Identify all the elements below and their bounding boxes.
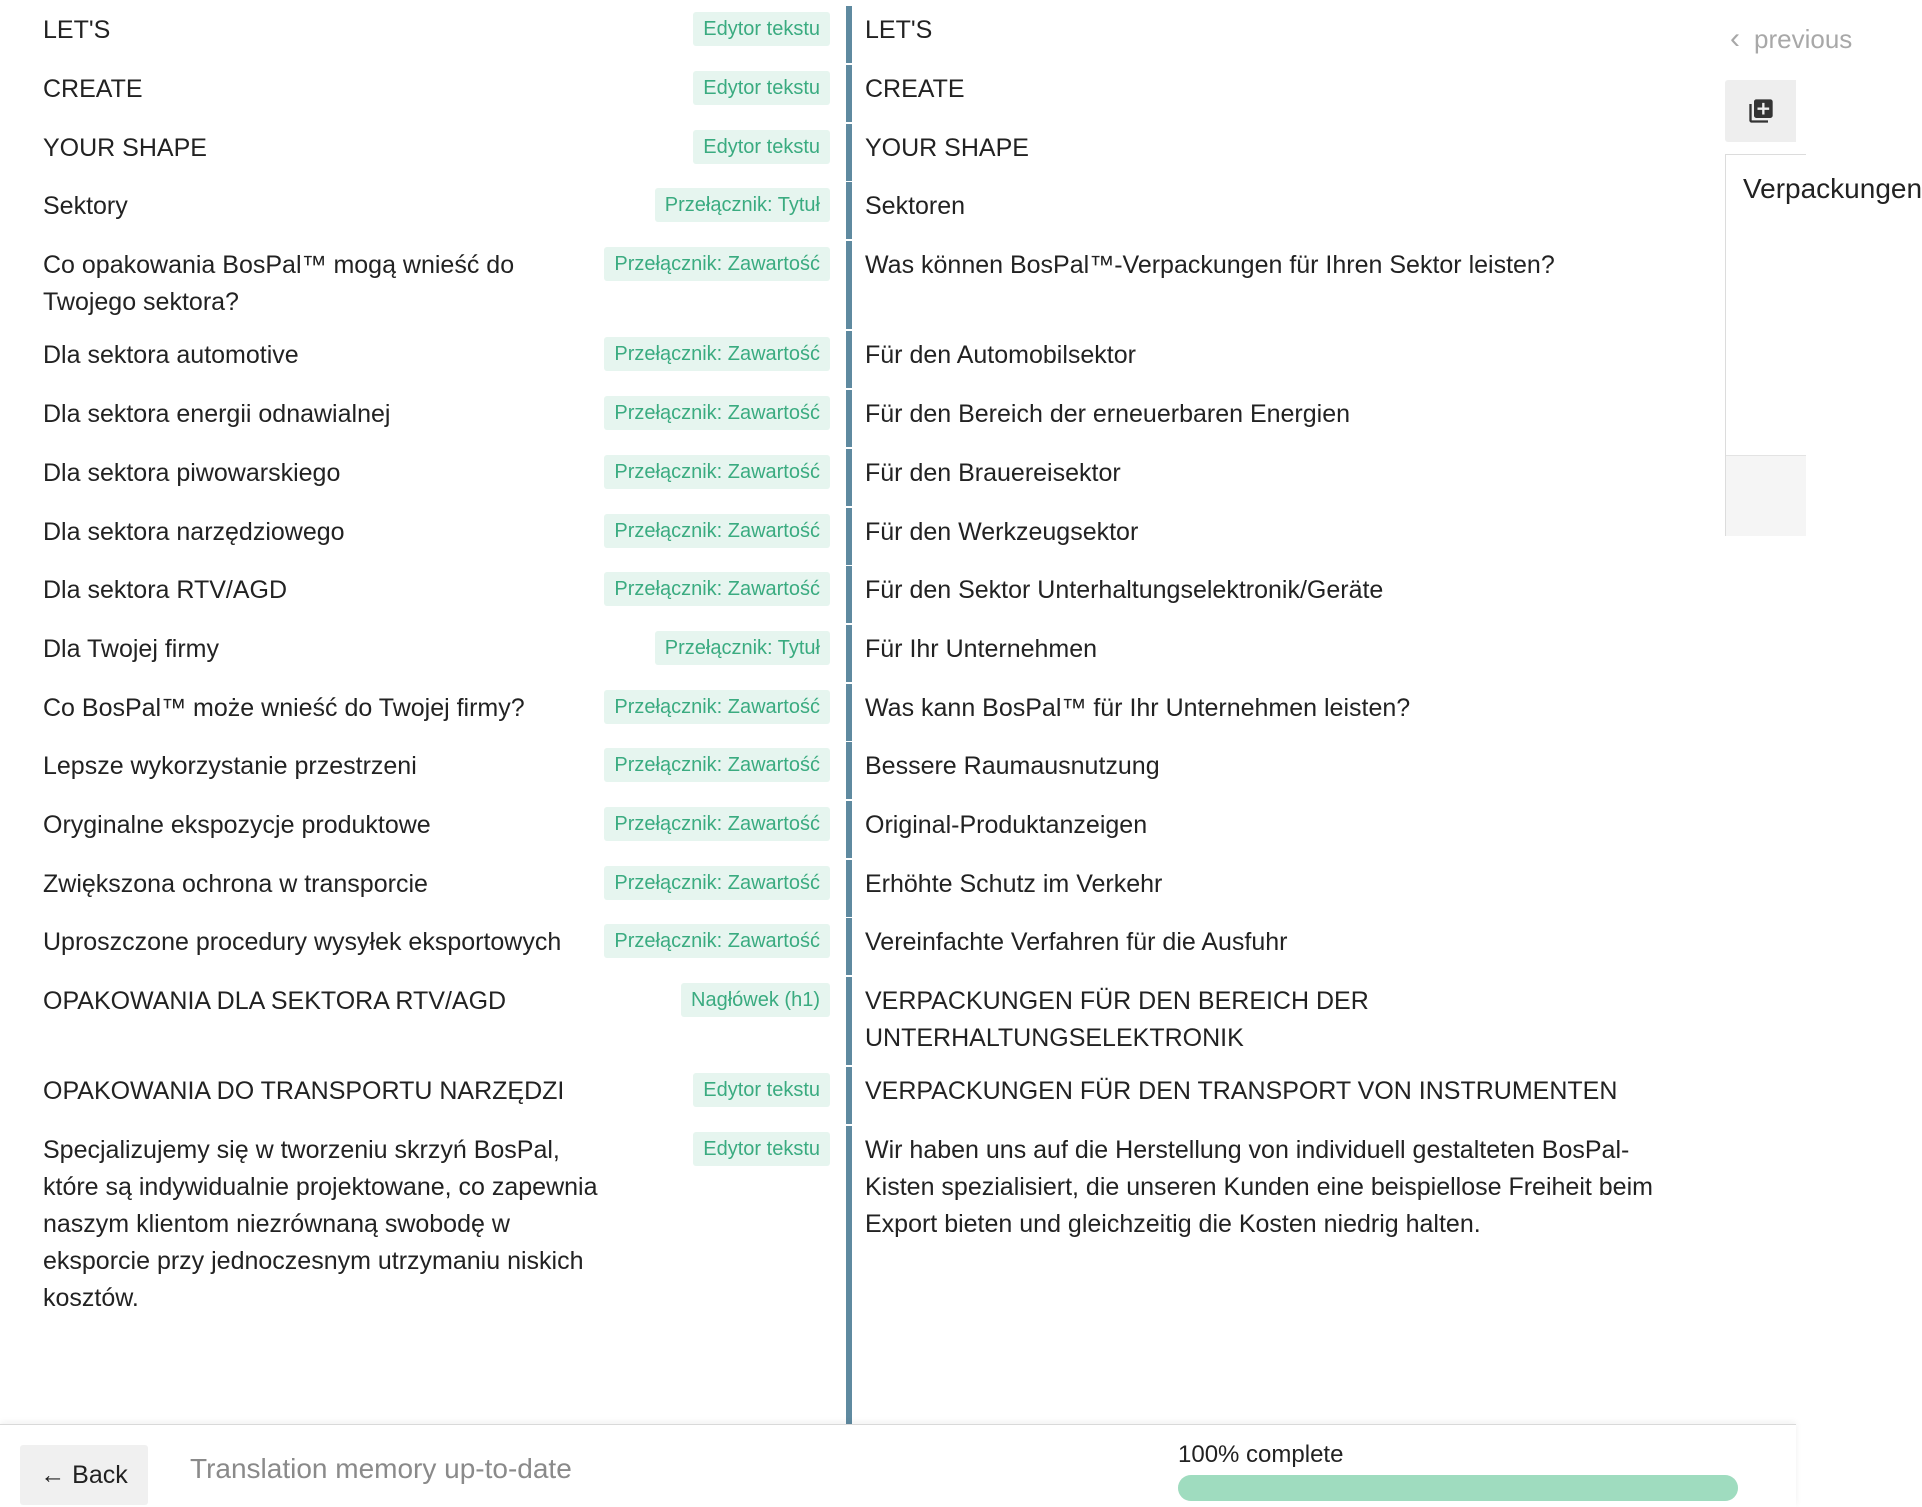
target-text[interactable]: Für den Werkzeugsektor [865,518,1139,546]
source-text: Dla sektora piwowarskiego [43,459,341,487]
segment-row[interactable] [0,247,1720,325]
segment-type-badge: Przełącznik: Zawartość [604,514,830,548]
segment-row[interactable] [0,130,1720,177]
segment-divider [846,241,852,329]
segment-divider [846,860,852,917]
segment-type-badge: Przełącznik: Tytuł [655,188,830,222]
source-text: Uproszczone procedury wysyłek eksportowych [43,928,562,956]
target-text[interactable]: Sektoren [865,192,966,220]
segment-row[interactable] [0,866,1720,913]
translation-memory-status: Translation memory up-to-date [190,1453,572,1484]
segment-row[interactable] [0,924,1720,971]
segment-row[interactable] [0,396,1720,443]
segment-row[interactable] [0,690,1720,737]
previous-label: previous [1754,24,1853,54]
source-text: Dla sektora energii odnawialnej [43,400,391,428]
segment-type-badge: Przełącznik: Zawartość [604,748,830,782]
segment-divider [846,1126,852,1426]
segment-type-badge: Edytor tekstu [693,130,830,164]
source-text: OPAKOWANIA DO TRANSPORTU NARZĘDZI [43,1077,565,1105]
source-text: LET'S [43,16,111,44]
segment-divider [846,566,852,623]
segment-divider [846,625,852,682]
source-text: Dla sektora narzędziowego [43,518,345,546]
segment-row[interactable] [0,1073,1720,1120]
segment-row[interactable] [0,455,1720,502]
target-text[interactable]: CREATE [865,75,965,103]
segment-row[interactable] [0,1132,1720,1312]
progress-bar [1178,1475,1738,1501]
target-text[interactable]: Für den Bereich der erneuerbaren Energien [865,400,1351,428]
target-text[interactable]: Vereinfachte Verfahren für die Ausfuhr [865,928,1288,956]
segment-divider [846,977,852,1065]
target-text[interactable]: LET'S [865,16,933,44]
source-text: CREATE [43,75,143,103]
target-text[interactable]: Original-Produktanzeigen [865,811,1148,839]
segment-type-badge: Edytor tekstu [693,71,830,105]
chevron-left-icon: ‹ [1730,22,1740,55]
segment-type-badge: Edytor tekstu [693,1132,830,1166]
back-button[interactable]: ← Back [20,1445,148,1505]
segment-type-badge: Przełącznik: Zawartość [604,690,830,724]
segment-divider [846,182,852,239]
segment-row[interactable] [0,514,1720,561]
target-text[interactable]: Wir haben uns auf die Herstellung von individuell gestalteten BosPal-Kisten spezialisiert, die unseren Kunden eine beispiellose Freiheit beim Export bieten und gleichzeitig die Kosten niedrig halten. [865,1136,1653,1238]
segment-row[interactable] [0,631,1720,678]
translation-editor[interactable] [1725,154,1922,536]
source-text: Dla Twojej firmy [43,635,219,663]
target-text[interactable]: Für Ihr Unternehmen [865,635,1098,663]
source-text: Co opakowania BosPal™ mogą wnieść do Twojego sektora? [43,251,515,316]
target-text[interactable]: Was kann BosPal™ für Ihr Unternehmen leisten? [865,694,1411,722]
segment-divider [846,65,852,122]
segment-type-badge: Przełącznik: Zawartość [604,924,830,958]
target-text[interactable]: VERPACKUNGEN FÜR DEN TRANSPORT VON INSTRUMENTEN [865,1077,1618,1105]
target-text[interactable]: YOUR SHAPE [865,134,1029,162]
segment-divider [846,1067,852,1124]
target-text[interactable]: Für den Brauereisektor [865,459,1121,487]
segment-type-badge: Przełącznik: Zawartość [604,247,830,281]
progress-bar-fill [1178,1475,1738,1501]
translation-editor-text[interactable]: Verpackungen [1743,173,1922,204]
segment-type-badge: Przełącznik: Tytuł [655,631,830,665]
segment-row[interactable] [0,983,1720,1061]
source-text: Dla sektora automotive [43,341,299,369]
segment-divider [846,331,852,388]
segment-type-badge: Przełącznik: Zawartość [604,396,830,430]
source-text: Dla sektora RTV/AGD [43,576,288,604]
source-text: Zwiększona ochrona w transporcie [43,870,428,898]
source-text: Oryginalne ekspozycje produktowe [43,811,431,839]
segment-divider [846,918,852,975]
segment-row[interactable] [0,337,1720,384]
segment-divider [846,742,852,799]
segment-type-badge: Przełącznik: Zawartość [604,866,830,900]
segment-divider [846,6,852,63]
segment-type-badge: Edytor tekstu [693,12,830,46]
source-text: Co BosPal™ może wnieść do Twojej firmy? [43,694,525,722]
source-text: OPAKOWANIA DLA SEKTORA RTV/AGD [43,987,507,1015]
segment-divider [846,390,852,447]
translation-editor-toolbar [1726,455,1806,536]
segment-row[interactable] [0,807,1720,854]
copy-source-button[interactable] [1725,80,1796,142]
previous-segment-link[interactable] [1730,22,1852,56]
segment-type-badge: Przełącznik: Zawartość [604,572,830,606]
progress-label: 100% complete [1178,1441,1344,1468]
target-text[interactable]: Erhöhte Schutz im Verkehr [865,870,1163,898]
target-text[interactable]: Für den Sektor Unterhaltungselektronik/Geräte [865,576,1384,604]
segment-divider [846,684,852,741]
segment-divider [846,508,852,565]
segment-divider [846,124,852,181]
segment-type-badge: Przełącznik: Zawartość [604,337,830,371]
segment-type-badge: Przełącznik: Zawartość [604,455,830,489]
segment-row[interactable] [0,748,1720,795]
copy-source-icon [1747,97,1775,125]
segment-row[interactable] [0,572,1720,619]
segment-divider [846,801,852,858]
source-text: YOUR SHAPE [43,134,207,162]
segment-row[interactable] [0,12,1720,59]
source-text: Lepsze wykorzystanie przestrzeni [43,752,417,780]
target-text[interactable]: Bessere Raumausnutzung [865,752,1160,780]
segment-type-badge: Przełącznik: Zawartość [604,807,830,841]
source-text: Sektory [43,192,128,220]
segment-row[interactable] [0,188,1720,235]
footer-bar [0,1424,1796,1507]
segment-divider [846,449,852,506]
segment-type-badge: Edytor tekstu [693,1073,830,1107]
target-text[interactable]: Was können BosPal™-Verpackungen für Ihren Sektor leisten? [865,251,1555,279]
source-text: Specjalizujemy się w tworzeniu skrzyń BosPal, które są indywidualnie projektowane, co zapewnia naszym klientom niezrównaną swobodę w eksporcie przy jednoczesnym utrzymaniu niskich kosztów. [43,1136,598,1312]
target-text[interactable]: VERPACKUNGEN FÜR DEN BEREICH DER UNTERHALTUNGSELEKTRONIK [865,987,1369,1052]
target-text[interactable]: Für den Automobilsektor [865,341,1136,369]
segment-row[interactable] [0,71,1720,118]
segment-type-badge: Nagłówek (h1) [681,983,830,1017]
